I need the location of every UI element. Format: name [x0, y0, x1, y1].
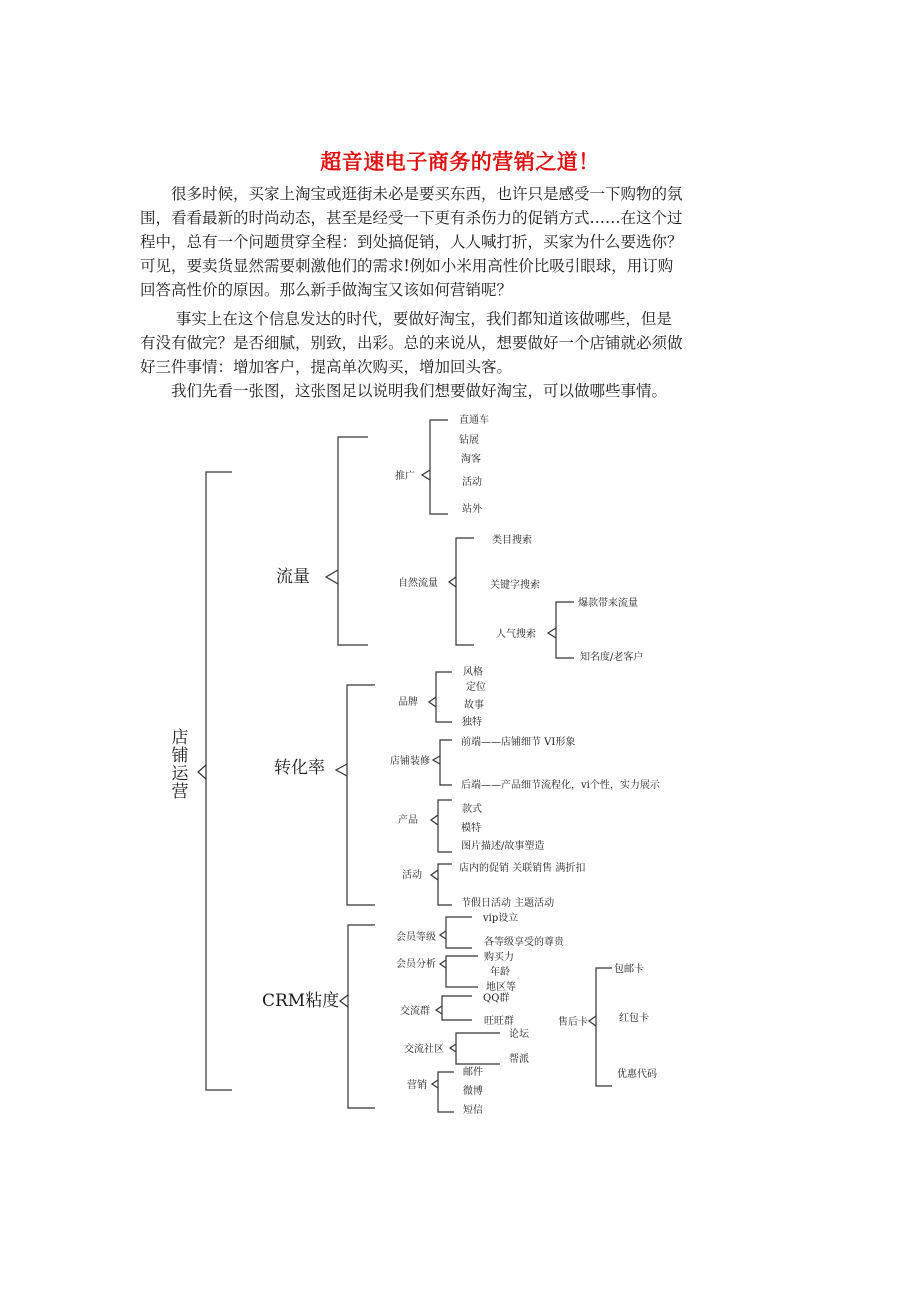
leaf: 爆款带来流量 — [578, 598, 638, 609]
leaf: 地区等 — [486, 982, 516, 993]
root-char: 店 — [171, 728, 189, 748]
paragraph-body — [140, 307, 780, 379]
text-line: 有没有做完？是否细腻，别致，出彩。总的来说从，想要做好一个店铺就必须做 — [140, 334, 683, 352]
crm-bracket-tip — [340, 995, 348, 1007]
node-popularity: 人气搜索 — [496, 629, 536, 640]
aftersale-bracket — [596, 968, 612, 1086]
node-decor: 店铺装修 — [390, 756, 430, 767]
community-bracket-tip — [450, 1044, 456, 1052]
leaf: 活动 — [462, 477, 482, 488]
leaf: 邮件 — [463, 1067, 483, 1078]
analysis-bracket-tip — [440, 960, 446, 968]
leaf: 购买力 — [484, 952, 514, 963]
leaf: 模特 — [461, 823, 481, 834]
leaf: 店内的促销 关联销售 满折扣 — [459, 863, 586, 874]
marketing-bracket-tip — [432, 1080, 438, 1088]
node-marketing: 营销 — [407, 1080, 427, 1091]
leaf: 故事 — [464, 700, 484, 711]
leaf: 类目搜索 — [492, 535, 532, 546]
leaf: 钻展 — [459, 435, 479, 446]
text-line: 围，看看最新的时尚动态，甚至是经受一下更有杀伤力的促销方式……在这个过 — [140, 209, 683, 227]
node-natural: 自然流量 — [398, 578, 438, 589]
node-brand: 品牌 — [398, 697, 418, 708]
natural-bracket-tip — [449, 577, 456, 587]
branch-conversion: 转化率 — [274, 758, 325, 778]
root-text — [172, 728, 190, 802]
leaf: QQ群 — [483, 993, 510, 1004]
root-char: 运 — [171, 764, 189, 784]
event-bracket — [438, 864, 452, 905]
leaf: 风格 — [463, 667, 483, 678]
conversion-bracket — [347, 685, 375, 905]
product-bracket-tip — [431, 815, 438, 825]
node-level: 会员等级 — [396, 932, 436, 943]
node-promo: 推广 — [395, 471, 415, 482]
community-bracket — [456, 1033, 500, 1064]
leaf: 微博 — [463, 1086, 483, 1097]
level-bracket — [446, 917, 472, 948]
leaf: 后端——产品细节流程化，vi个性，实力展示 — [461, 780, 660, 791]
leaf: 优惠代码 — [617, 1069, 657, 1080]
decor-bracket — [440, 740, 452, 785]
branch-crm: CRM粘度 — [262, 991, 340, 1011]
traffic-bracket-tip — [326, 570, 338, 584]
node-analysis: 会员分析 — [396, 959, 436, 970]
leaf: 论坛 — [509, 1029, 529, 1040]
text-line: 事实上在这个信息发达的时代，要做好淘宝，我们都知道该做哪些，但是 — [140, 310, 672, 328]
analysis-bracket — [446, 956, 478, 987]
leaf: 节假日活动 主题活动 — [461, 898, 555, 909]
text-line: 可见，要卖货显然需要刺激他们的需求!例如小米用高性价比吸引眼球，用订购 — [140, 257, 674, 275]
document-title: 超音速电子商务的营销之道！ — [320, 150, 600, 174]
node-aftersale: 售后卡 — [558, 1017, 588, 1028]
product-bracket — [438, 800, 452, 852]
node-community: 交流社区 — [404, 1044, 444, 1055]
text-line: 程中，总有一个问题贯穿全程：到处搞促销，人人喊打折，买家为什么要选你？ — [140, 233, 683, 251]
leaf: 知名度/老客户 — [580, 652, 644, 663]
leaf: 图片描述/故事塑造 — [461, 841, 545, 852]
leaf: 红包卡 — [619, 1013, 649, 1024]
promo-bracket — [430, 420, 448, 514]
node-product: 产品 — [398, 815, 418, 826]
text-line: 我们先看一张图，这张图足以说明我们想要做好淘宝，可以做哪些事情。 — [140, 382, 668, 400]
leaf: 定位 — [466, 682, 486, 693]
root-char: 铺 — [171, 746, 189, 766]
text-line: 回答高性价的原因。那么新手做淘宝又该如何营销呢？ — [140, 281, 513, 299]
leaf: 年龄 — [490, 967, 510, 978]
leaf: 旺旺群 — [484, 1016, 514, 1027]
leaf: vip设立 — [483, 913, 519, 924]
brand-bracket-tip — [429, 697, 436, 707]
leaf: 淘客 — [461, 454, 481, 465]
marketing-bracket — [438, 1072, 454, 1112]
popularity-bracket-tip — [548, 628, 556, 638]
leaf: 短信 — [463, 1105, 483, 1116]
conversion-bracket-tip — [336, 764, 347, 776]
traffic-bracket — [338, 437, 368, 645]
leaf: 各等级享受的尊贵 — [484, 937, 564, 948]
leaf: 关键字搜索 — [490, 580, 540, 591]
text-line: 好三件事情：增加客户，提高单次购买，增加回头客。 — [140, 358, 513, 376]
paragraph-intro — [140, 182, 780, 302]
leaf: 直通车 — [459, 415, 489, 426]
promo-bracket-tip — [422, 470, 430, 480]
group-bracket-tip — [436, 1006, 442, 1014]
brand-bracket — [436, 672, 452, 722]
root-label — [172, 728, 190, 802]
text-line: 很多时候，买家上淘宝或逛街未必是要买东西，也许只是感受一下购物的氛 — [140, 185, 683, 203]
branch-traffic: 流量 — [276, 567, 310, 587]
leaf: 款式 — [462, 804, 482, 815]
root-bracket-tip — [198, 765, 206, 779]
popularity-bracket — [556, 602, 574, 658]
decor-bracket-tip — [433, 756, 440, 764]
root-bracket — [206, 472, 232, 1090]
natural-bracket — [456, 538, 474, 645]
group-bracket — [442, 996, 472, 1020]
level-bracket-tip — [440, 931, 446, 939]
leaf: 帮派 — [509, 1054, 529, 1065]
leaf: 包邮卡 — [614, 964, 644, 975]
event-bracket-tip — [431, 870, 438, 880]
leaf: 前端——店铺细节 VI形象 — [461, 737, 576, 748]
leaf: 独特 — [462, 717, 482, 728]
node-group: 交流群 — [400, 1006, 430, 1017]
leaf: 站外 — [462, 504, 482, 515]
node-event: 活动 — [402, 870, 422, 881]
crm-bracket — [348, 925, 375, 1108]
aftersale-bracket-tip — [589, 1016, 596, 1026]
root-char: 营 — [171, 782, 189, 802]
mindmap-diagram — [0, 400, 920, 1140]
